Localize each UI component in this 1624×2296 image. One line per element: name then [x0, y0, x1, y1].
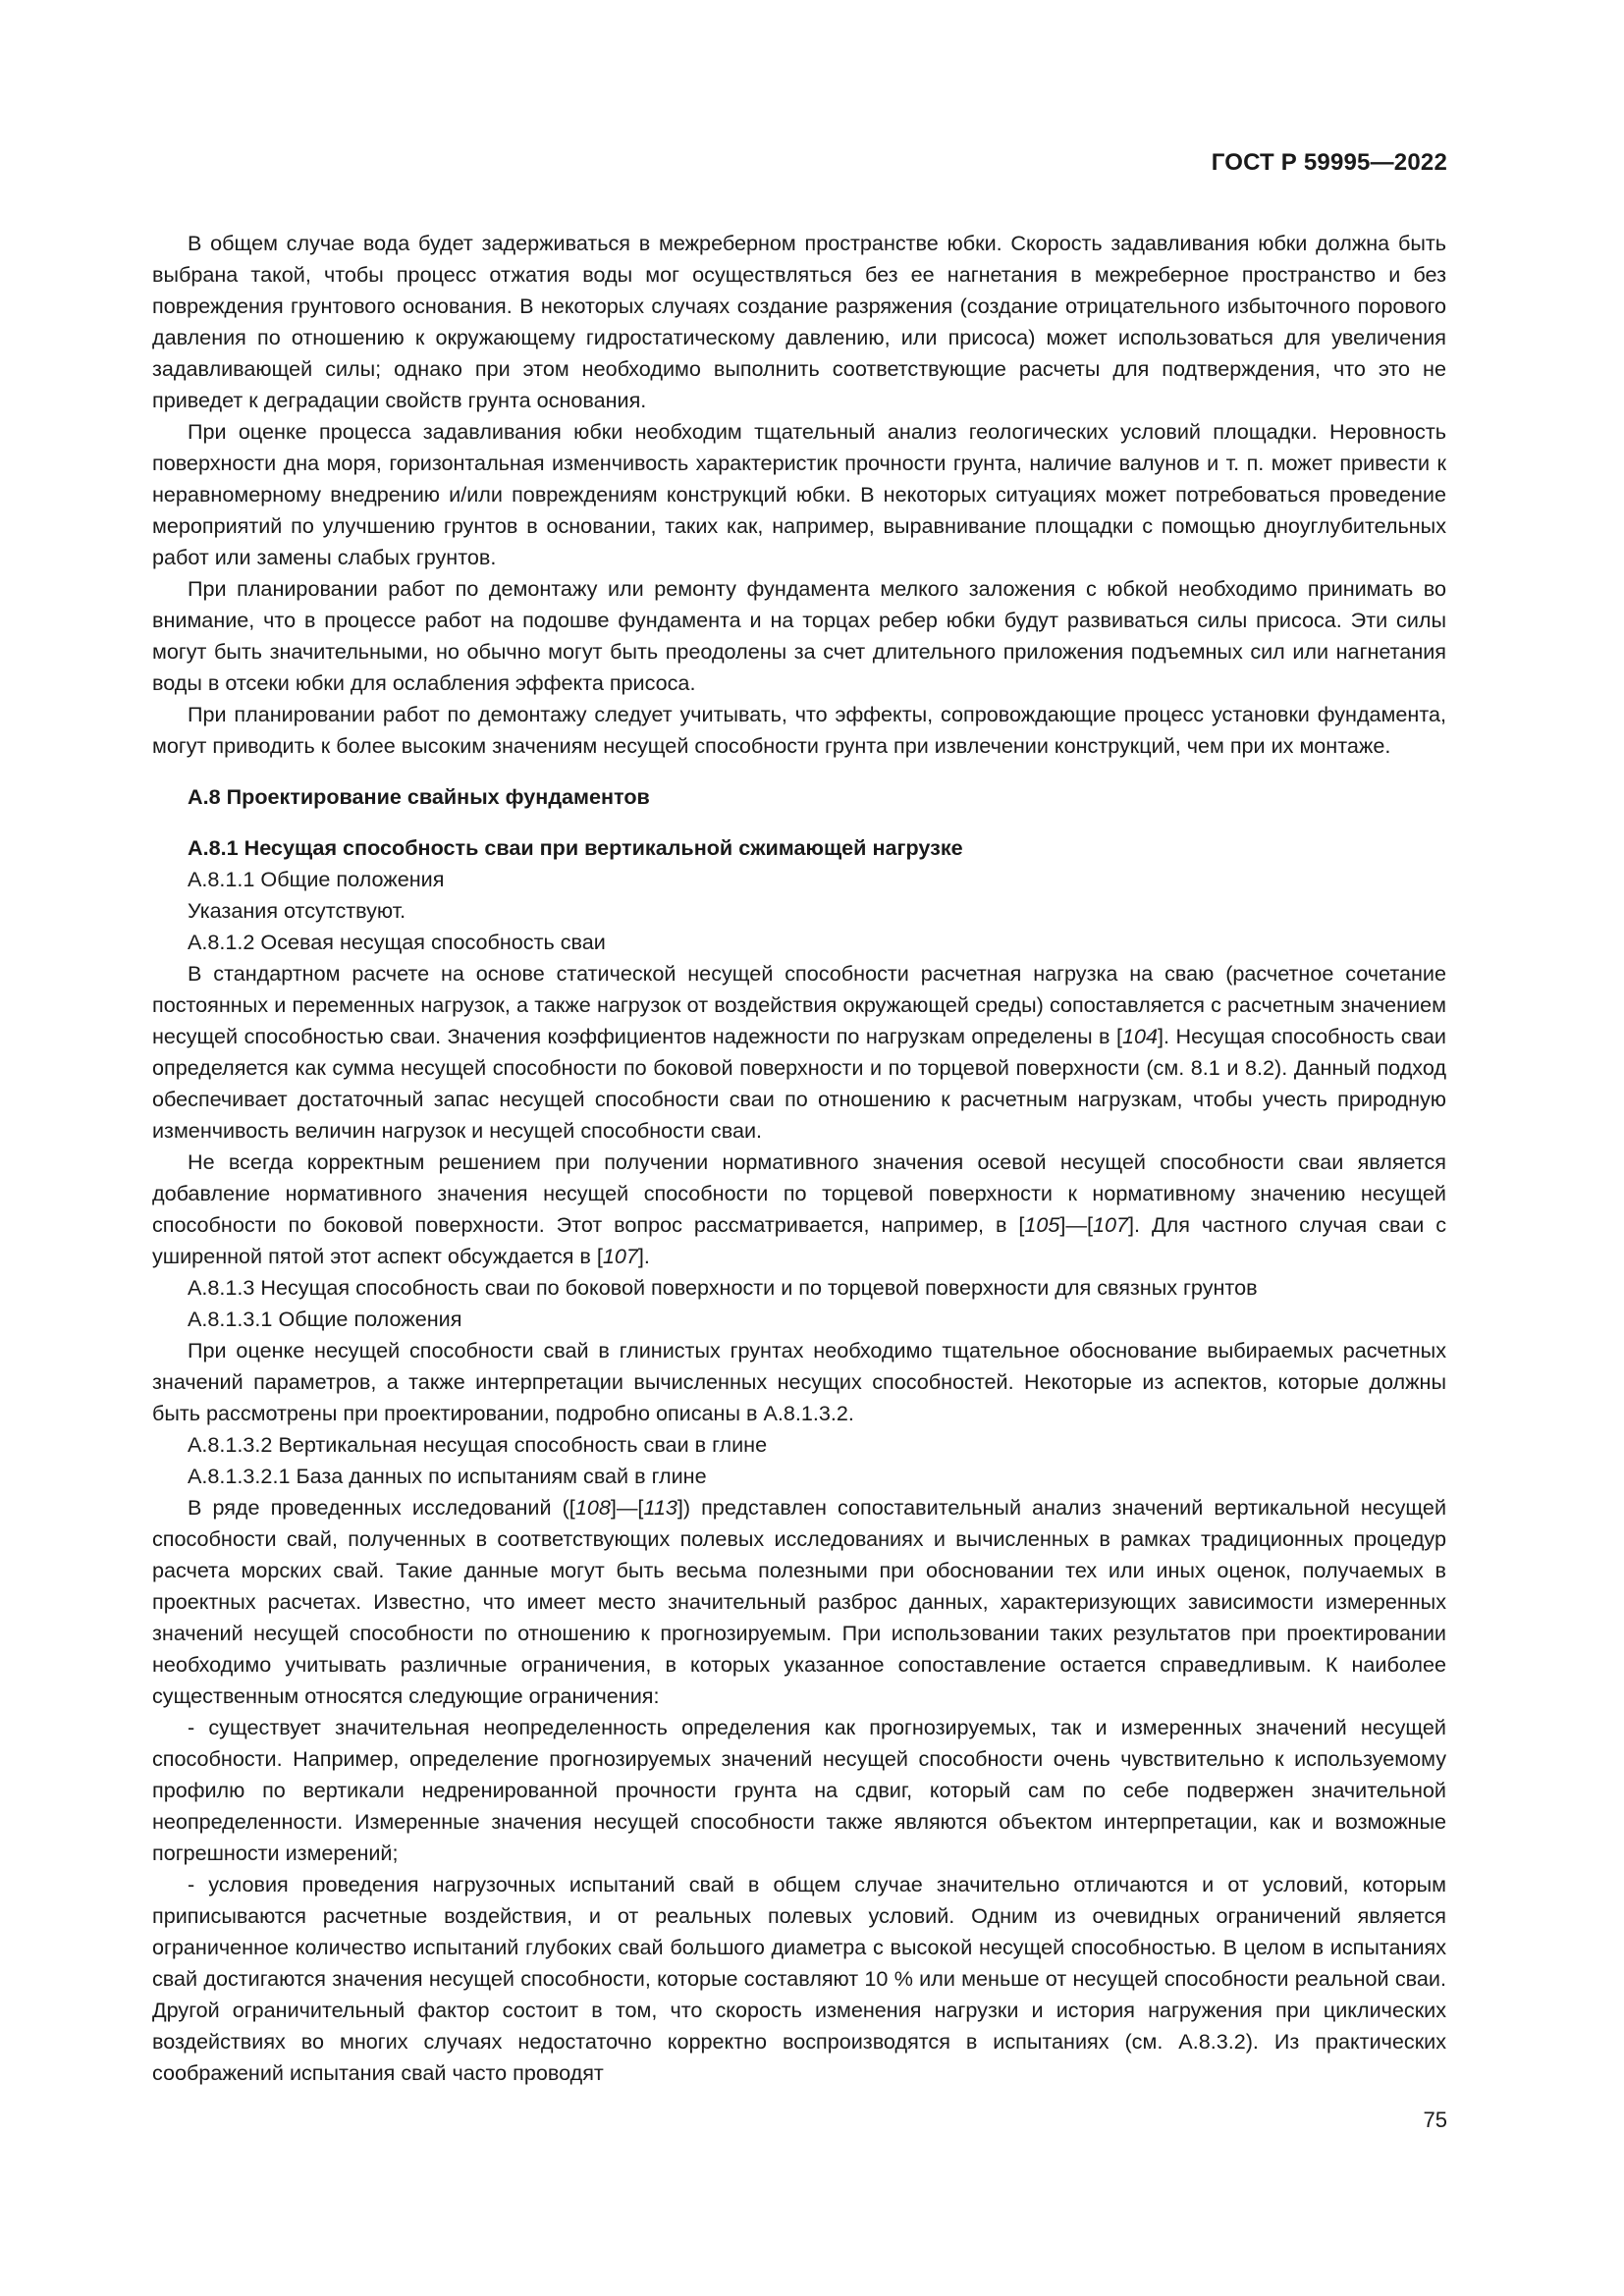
text-segment: ]. Несущая способность сваи определяется как сумма несущей способности по боковой поверхности и по торцевой поверхности (см. 8.1 и 8.2). Данный подход обеспечивает достаточный запас несущей способности сваи по отношению к расчетным нагрузкам, чтобы учесть природную изменчивость величин нагрузок и несущей способности сваи.	[152, 1024, 1446, 1143]
paragraph-dismantling-suction: При планировании работ по демонтажу или ремонту фундамента мелкого заложения с юбкой необходимо принимать во внимание, что в процессе работ на подошве фундамента и на торцах ребер юбки будут развиваться силы присоса. Эти силы могут быть значительными, но обычно могут быть преодолены за счет длительного приложения подъемных сил или нагнетания воды в отсеки юбки для ослабления эффекта присоса.	[152, 576, 1446, 695]
reference-104: 104	[1122, 1024, 1159, 1048]
list-item: - существует значительная неопределенность определения как прогнозируемых, так и измеренных значений несущей способности. Например, определение прогнозируемых значений несущей способности очень чувствительно к используемому профилю по вертикали недренированной прочности грунта на сдвиг, который сам по себе подвержен значительной неопределенности. Измеренные значения несущей способности также являются объектом интерпретации, как и возможные погрешности измерений;	[152, 1715, 1446, 1865]
document-id-header: ГОСТ Р 59995—2022	[1211, 149, 1447, 176]
paragraph-skirt-penetration: При оценке процесса задавливания юбки необходим тщательный анализ геологических условий площадки. Неровность поверхности дна моря, горизонтальная изменчивость характеристик прочности грунта, наличие валунов и т. п. может привести к неравномерному внедрению и/или повреждениям конструкций юбки. В некоторых ситуациях может потребоваться проведение мероприятий по улучшению грунтов в основании, таких как, например, выравнивание площадки с помощью дноуглубительных работ или замены слабых грунтов.	[152, 419, 1446, 569]
text-segment: Не всегда корректным решением при получении нормативного значения осевой несущей способности сваи является добавление нормативного значения несущей способности по торцевой поверхности к нормативному значению несущей способности по боковой поверхности. Этот вопрос рассматривается, например, в [	[152, 1149, 1446, 1237]
text-segment: ]) представлен сопоставительный анализ значений вертикальной несущей способности свай, полученных в соответствующих полевых исследованиях и вычисленных в рамках традиционных процедур расчета морских свай. Такие данные могут быть весьма полезными при обосновании тех или иных оценок, получаемых в проектных расчетах. Известно, что имеет место значительный разброс данных, характеризующих зависимости измеренных значений несущей способности по отношению к прогнозируемым. При использовании таких результатов при проектировании необходимо учитывать различные ограничения, в которых указанное сопоставление остается справедливым. К наиболее существенным относятся следующие ограничения:	[152, 1495, 1447, 1708]
subsection-a8131: А.8.1.3.1 Общие положения	[188, 1307, 462, 1331]
reference-107: 107	[602, 1244, 638, 1268]
text-segment: В ряде проведенных исследований ([	[188, 1495, 575, 1520]
paragraph-water-retention: В общем случае вода будет задерживаться в межреберном пространстве юбки. Скорость задавливания юбки должна быть выбрана такой, чтобы процесс отжатия воды мог осуществляться без ее нагнетания в межреберное пространство и без повреждения грунтового основания. В некоторых случаях создание разряжения (создание отрицательного избыточного порового давления по отношению к окружающему гидростатическому давлению, или присоса) может использоваться для увеличения задавливающей силы; однако при этом необходимо выполнить соответствующие расчеты для подтверждения, что это не приведет к деградации свойств грунта основания.	[152, 231, 1446, 412]
reference-113: 113	[643, 1495, 677, 1520]
paragraph-test-database	[152, 1492, 1446, 1712]
subsection-a8132: А.8.1.3.2 Вертикальная несущая способность сваи в глине	[188, 1432, 768, 1457]
subsection-a811: А.8.1.1 Общие положения	[188, 867, 445, 891]
subsection-a813: А.8.1.3 Несущая способность сваи по боковой поверхности и по торцевой поверхности для связных грунтов	[188, 1275, 1258, 1300]
document-body	[152, 228, 1446, 2089]
text-segment: В стандартном расчете на основе статической несущей способности расчетная нагрузка на сваю (расчетное сочетание постоянных и переменных нагрузок, а также нагрузок от воздействия окружающей среды) сопоставляется с расчетным значением несущей способностью сваи. Значения коэффициентов надежности по нагрузкам определены в [	[152, 961, 1446, 1048]
subsection-a81321: А.8.1.3.2.1 База данных по испытаниям свай в глине	[188, 1464, 707, 1488]
subsection-a812: А.8.1.2 Осевая несущая способность сваи	[188, 930, 606, 954]
reference-107: 107	[1093, 1212, 1129, 1237]
paragraph-axial-capacity	[152, 958, 1446, 1147]
no-guidance-note: Указания отсутствуют.	[188, 898, 406, 923]
text-segment: ]. Для частного случая сваи с уширенной пятой этот аспект обсуждается в [	[152, 1212, 1447, 1268]
section-heading-a81: А.8.1 Несущая способность сваи при вертикальной сжимающей нагрузке	[188, 835, 963, 860]
paragraph-dismantling-effects: При планировании работ по демонтажу следует учитывать, что эффекты, сопровождающие процесс установки фундамента, могут приводить к более высоким значениям несущей способности грунта при извлечении конструкций, чем при их монтаже.	[152, 702, 1446, 758]
reference-108: 108	[574, 1495, 611, 1520]
paragraph-normative-capacity	[152, 1147, 1446, 1272]
list-item: - условия проведения нагрузочных испытаний свай в общем случае значительно отличаются и от условий, которым приписываются расчетные воздействия, и от реальных полевых условий. Одним из очевидных ограничений является ограниченное количество испытаний глубоких свай большого диаметра с высокой несущей способностью. В целом в испытаниях свай достигаются значения несущей способности, которые составляют 10 % или меньше от несущей способности реальной сваи. Другой ограничительный фактор состоит в том, что скорость изменения нагрузки и история нагружения при циклических воздействиях во многих случаях недостаточно корректно воспроизводятся в испытаниях (см. А.8.3.2). Из практических соображений испытания свай часто проводят	[152, 1872, 1446, 2085]
text-segment: ]—[	[1059, 1212, 1093, 1237]
section-heading-a8: А.8 Проектирование свайных фундаментов	[188, 784, 650, 809]
page-number: 75	[1423, 2108, 1447, 2132]
paragraph-clay-assessment: При оценке несущей способности свай в глинистых грунтах необходимо тщательное обоснование выбираемых расчетных значений параметров, а также интерпретации вычисленных несущих способностей. Некоторые из аспектов, которые должны быть рассмотрены при проектировании, подробно описаны в А.8.1.3.2.	[152, 1338, 1446, 1425]
text-segment: ].	[637, 1244, 650, 1268]
text-segment: ]—[	[610, 1495, 644, 1520]
reference-105: 105	[1024, 1212, 1060, 1237]
